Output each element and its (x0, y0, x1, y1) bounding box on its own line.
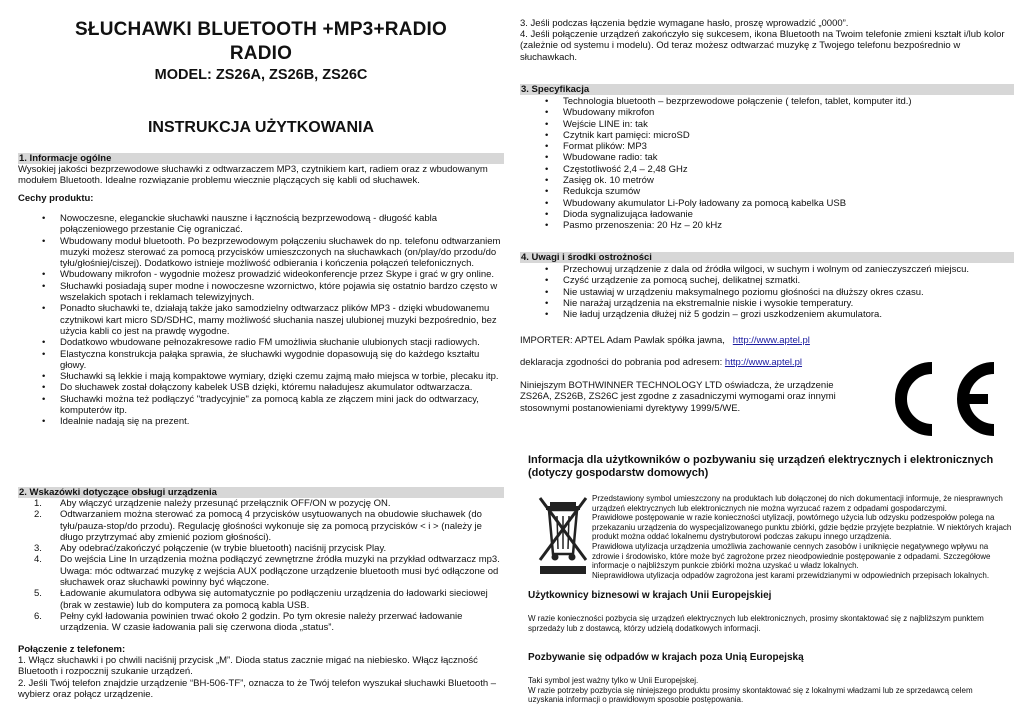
section-2-heading: 2. Wskazówki dotyczące obsługi urządzenia (18, 487, 504, 498)
step-number: 4. (34, 554, 42, 566)
manual-heading: INSTRUKCJA UŻYTKOWANIA (147, 119, 375, 136)
list-item: • Wbudowane radio: tak (563, 152, 1003, 163)
list-item: • Dodatkowo wbudowane pełnozakresowe radio FM umożliwia słuchanie ulubionych stacji radiowych. (60, 337, 504, 348)
phone-step-2: 2. Jeśli Twój telefon znajdzie urządzenie “BH-506-TF”, oznacza to że Twój telefon wyszukał słuchawki Bluetooth – wybierz oraz połącz urządzenie. (18, 678, 497, 701)
section-4-heading: 4. Uwagi i środki ostrożności (520, 252, 1014, 263)
precautions-list (563, 264, 1003, 320)
outside-eu-line: Taki symbol jest ważny tylko w Unii Europejskej. (528, 676, 699, 685)
conformity-statement: Niniejszym BOTHWINNER TECHNOLOGY LTD oświadcza, że urządzenie ZS26A, ZS26B, ZS26C jest zgodne z zasadniczymi wymogami oraz innymi stosownymi postanowieniami dyrektywy 1999/5/WE. (520, 380, 836, 414)
list-item: • Wbudowany moduł bluetooth. Po bezprzewodowym połączeniu słuchawek do np. telefonu odtwarzaniem muzyki możesz sterować za pomocą przycisków umieszczonych na słuchawkach (on/play/do przodu/do tyłu/głośniej/ciszej). Dodatkowo istnieje możliwość odbierania i kończenia połączeń telefonicznych. (60, 236, 504, 270)
section-1-intro: Wysokiej jakości bezprzewodowe słuchawki z odtwarzaczem MP3, czytnikiem kart, radiem oraz z wbudowanym modułem Bluetooth. Idealne rozwiązanie problemu wiecznie plączących się kabli od słuchawek. (18, 164, 488, 187)
list-item: • Ponadto słuchawki te, działają także jako samodzielny odtwarzacz plików MP3 - dzięki wbudowanemu czytnikowi kart micro SD/SDHC, mamy możliwość słuchania naszej ulubionej muzyki bezpośrednio, bez użycia kabli co jest na prawdę wygodne. (60, 303, 504, 337)
outside-eu-text (528, 676, 1010, 705)
list-item: • Słuchawki są lekkie i mają kompaktowe wymiary, dzięki czemu zajmą mało miejsca w torbie, plecaku itp. (60, 371, 504, 382)
step-number: 3. (34, 543, 42, 555)
list-item: • Częstotliwość 2,4 – 2,48 GHz (563, 164, 1003, 175)
list-item: • Słuchawki można też podłączyć "tradycyjnie" za pomocą kabla ze złączem mini jack do odtwarzacy, komputerów itp. (60, 394, 504, 417)
model-line: MODEL: ZS26A, ZS26B, ZS26C (154, 67, 368, 83)
weee-paragraph: Nieprawidłowa utylizacja odpadów zagrożona jest karami przewidzianymi w odpowiednich przepisach lokalnych. (592, 570, 990, 580)
list-item (34, 543, 504, 555)
instructions-list (34, 498, 504, 634)
list-item: • Idealnie nadają się na prezent. (60, 416, 504, 427)
importer-line (520, 335, 1006, 346)
list-item: • Zasięg ok. 10 metrów (563, 175, 1003, 186)
phone-step-3: 3. Jeśli podczas łączenia będzie wymagane hasło, proszę wprowadzić „0000”. (520, 18, 849, 29)
list-item: • Wbudowany mikrofon (563, 107, 1003, 118)
declaration-text: deklaracja zgodności do pobrania pod adresem: (520, 357, 723, 368)
list-item: • Czytnik kart pamięci: microSD (563, 130, 1003, 141)
list-item (34, 554, 504, 589)
specification-list (563, 96, 1003, 232)
step-text: Aby odebrać/zakończyć połączenie (w trybie bluetooth) naciśnij przycisk Play. (60, 543, 387, 555)
importer-text: IMPORTER: APTEL Adam Pawlak spółka jawna, (520, 335, 725, 346)
list-item: • Redukcja szumów (563, 186, 1003, 197)
outside-eu-line: W razie potrzeby pozbycia się niniejszego produktu prosimy skontaktować się z lokalnymi władzami lub ze sprzedawcą celem uzyskania informacji o prawidłowym sposobie postępowania. (528, 685, 973, 705)
list-item: • Czyść urządzenie za pomocą suchej, delikatnej szmatki. (563, 275, 1003, 286)
list-item: • Elastyczna konstrukcja pałąka sprawia, że słuchawki wygodnie dopasowują się do każdego kształtu głowy. (60, 349, 504, 372)
step-text: Ładowanie akumulatora odbywa się automatycznie po podłączeniu urządzenia do ładowarki sieciowej (brak w zestawie) lub do komputera za pomocą kabla USB. (60, 588, 488, 611)
features-title: Cechy produktu: (18, 193, 94, 204)
list-item (34, 509, 504, 543)
step-text: Aby włączyć urządzenie należy przesunąć przełącznik OFF/ON w pozycję ON. (60, 498, 391, 509)
list-item: • Format plików: MP3 (563, 141, 1003, 152)
step-text: Odtwarzaniem można sterować za pomocą 4 przycisków usytuowanych na obudowie słuchawek (do tyłu/pauza-stop/do przodu). Regulację głośności wykonuje się za pomocą przycisków < i > (należy je długo przytrzymać aby zmienić poziom głośności). (60, 509, 482, 543)
step-number: 2. (34, 509, 42, 521)
business-users-title: Użytkownicy biznesowi w krajach Unii Europejskiej (528, 590, 772, 601)
weee-paragraph: Prawidłowa utylizacja urządzenia umożliwia zachowanie cennych zasobów i uniknięcie negatywnego wpływu na zdrowie i środowisko, które może być zagrożone przez nieodpowiednie postępowanie z odpadami. Szczegółowe informacje o najbliższym punkcie zbiórki można uzyskać u władz lokalnych. (592, 541, 991, 571)
document-title (18, 18, 504, 66)
list-item: • Nie narażaj urządzenia na ekstremalnie niskie i wysokie temperatury. (563, 298, 1003, 309)
phone-step-1: 1. Włącz słuchawki i po chwili naciśnij przycisk „M”. Dioda status zacznie migać na niebiesko. Włącz łączność Bluetooth i rozpocznij szukanie urządzeń. (18, 655, 478, 678)
phone-step-4: 4. Jeśli połączenie urządzeń zakończyło się sukcesem, ikona Bluetooth na Twoim telefonie zmieni kształt i/lub kolor (zależnie od systemu i modelu). Od teraz możesz odtwarzać muzykę z Twojego telefonu bezpośrednio w słuchawkach. (520, 29, 1005, 63)
list-item: • Nie ustawiaj w urządzeniu maksymalnego poziomu głośności na dłuższy okres czasu. (563, 287, 1003, 298)
list-item: • Nie ładuj urządzenia dłużej niż 5 godzin – grozi uszkodzeniem akumulatora. (563, 309, 1003, 320)
phone-connection-title: Połączenie z telefonem: (18, 644, 126, 655)
list-item: • Słuchawki posiadają super modne i nowoczesne wzornictwo, które pojawia się ostatnio bardzo często w wszelakich spotach i reklamach telewizyjnych. (60, 281, 504, 304)
step-text: Do wejścia Line In urządzenia można podłączyć zewnętrzne źródła muzyki na przykład odtwarzacz mp3. Uwaga: móc odtwarzać muzykę z wejścia AUX podłączone urządzenie bluetooth musi być odłączone od słuchawek oraz słuchawki powinny być włączone. (60, 554, 500, 589)
list-item: • Przechowuj urządzenie z dala od źródła wilgoci, w suchym i wolnym od zanieczyszczeń miejscu. (563, 264, 1003, 275)
title-line-2: RADIO (229, 43, 293, 64)
step-text: Pełny cykl ładowania powinien trwać około 2 godzin. Po tym okresie należy przerwać ładowanie urządzenia. W czasie ładowania pali się czerwona dioda „status”. (60, 610, 463, 634)
weee-paragraph: Prawidłowe postępowanie w razie konieczności utylizacji, powtórnego użycia lub odzysku podzespołów polega na przekazaniu urządzenia do wyspecjalizowanego punktu zbiórki, gdzie będzie przyjęte bezpłatnie. W niektórych krajach produkt można oddać lokalnemu dystrybutorowi podczas zakupu innego urządzenia. (592, 513, 1012, 542)
list-item (34, 498, 504, 509)
ce-mark-icon (876, 358, 1000, 440)
weee-paragraph: Przedstawiony symbol umieszczony na produktach lub dołączonej do nich dokumentacji informuje, że niesprawnych urządzeń elektrycznych lub elektronicznych nie można wyrzucać razem z odpadami gospodarczymi. (592, 494, 1003, 513)
list-item: • Wejście LINE in: tak (563, 119, 1003, 130)
list-item (34, 588, 504, 611)
features-list (60, 213, 504, 428)
list-item: • Pasmo przenoszenia: 20 Hz – 20 kHz (563, 220, 1003, 231)
importer-link[interactable]: http://www.aptel.pl (732, 335, 810, 346)
list-item: • Do słuchawek został dołączony kabelek USB dzięki, któremu naładujesz akumulator odtwarzacza. (60, 382, 504, 393)
list-item: • Wbudowany akumulator Li-Poly ładowany za pomocą kabelka USB (563, 198, 1003, 209)
weee-title: Informacja dla użytkowników o pozbywaniu się urządzeń elektrycznych i elektronicznych (dotyczy gospodarstw domowych) (528, 454, 994, 479)
list-item (34, 610, 504, 634)
list-item: • Nowoczesne, eleganckie słuchawki nauszne i łącznością bezprzewodową - długość kabla połączeniowego przestanie Cię ograniczać. (60, 213, 504, 236)
section-3-heading: 3. Specyfikacja (520, 84, 1014, 95)
declaration-link[interactable]: http://www.aptel.pl (724, 357, 803, 368)
section-1-heading: 1. Informacje ogólne (18, 153, 504, 164)
list-item: • Dioda sygnalizująca ładowanie (563, 209, 1003, 220)
crossed-bin-icon (536, 494, 590, 578)
title-line-1: SŁUCHAWKI BLUETOOTH +MP3+RADIO (75, 19, 447, 40)
step-number: 6. (34, 610, 42, 622)
outside-eu-title: Pozbywanie się odpadów w krajach poza Unią Europejską (528, 652, 804, 663)
step-number: 1. (34, 498, 42, 509)
business-users-text: W razie konieczności pozbycia się urządzeń elektrycznych lub elektronicznych, prosimy skontaktować się z najbliższym punktem sprzedaży lub z dostawcą, którzy udzielą dodatkowych informacji. (528, 614, 984, 633)
step-number: 5. (34, 588, 42, 600)
weee-paragraphs (592, 494, 1014, 580)
list-item: • Technologia bluetooth – bezprzewodowe połączenie ( telefon, tablet, komputer itd.) (563, 96, 1003, 107)
list-item: • Wbudowany mikrofon - wygodnie możesz prowadzić wideokonferencje przez Skype i grać w gry online. (60, 269, 504, 280)
